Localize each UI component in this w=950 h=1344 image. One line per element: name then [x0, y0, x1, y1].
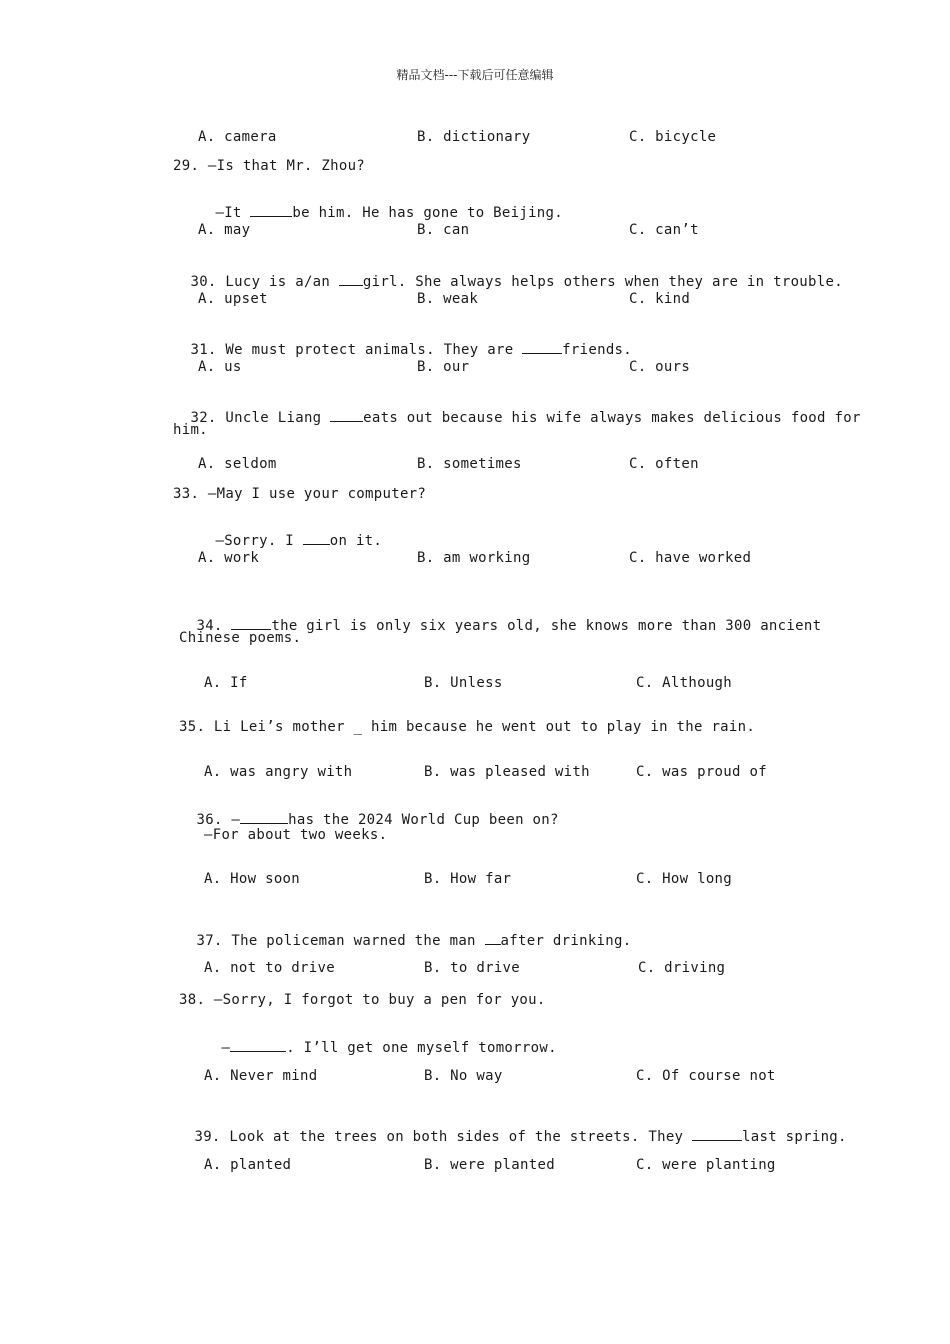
q34-option-b: B. Unless — [424, 675, 503, 691]
q39-option-a: A. planted — [204, 1157, 292, 1173]
q31-option-a: A. us — [198, 359, 242, 375]
q38-option-a: A. Never mind — [204, 1068, 318, 1084]
q37-post: after drinking. — [500, 933, 632, 949]
answer-blank — [692, 1128, 742, 1141]
q36-reply: —For about two weeks. — [204, 827, 388, 843]
answer-blank — [230, 1039, 286, 1052]
q29-stem: 29. —Is that Mr. Zhou? — [173, 158, 366, 174]
q33-reply-pre: —Sorry. I — [215, 533, 303, 549]
q36-option-a: A. How soon — [204, 871, 301, 887]
q33-option-c: C. have worked — [629, 550, 752, 566]
q37-option-a: A. not to drive — [204, 960, 335, 976]
q39-option-b: B. were planted — [424, 1157, 555, 1173]
q34-option-c: C. Although — [636, 675, 733, 691]
q38-stem: 38. —Sorry, I forgot to buy a pen for you. — [179, 992, 546, 1008]
q38-option-c: C. Of course not — [636, 1068, 776, 1084]
q32-pre: 32. Uncle Liang — [190, 410, 331, 426]
q33-reply — [198, 516, 382, 549]
q38-reply-post: . I’ll get one myself tomorrow. — [286, 1040, 557, 1056]
answer-blank — [330, 409, 363, 422]
q29-option-b: B. can — [417, 222, 470, 238]
q38-option-b: B. No way — [424, 1068, 503, 1084]
q35-option-a: A. was angry with — [204, 764, 353, 780]
q33-option-b: B. am working — [417, 550, 531, 566]
q28-option-a: A. camera — [198, 129, 277, 145]
q37-option-c: C. driving — [638, 960, 726, 976]
answer-blank — [240, 811, 288, 824]
q36-option-c: C. How long — [636, 871, 733, 887]
q34-pre: 34. — [196, 618, 232, 634]
q35-option-c: C. was proud of — [636, 764, 767, 780]
q30-option-c: C. kind — [629, 291, 691, 307]
q29-option-c: C. can’t — [629, 222, 699, 238]
q37-stem — [179, 916, 631, 949]
q32-option-c: C. often — [629, 456, 699, 472]
q31-stem — [173, 325, 632, 358]
q31-option-c: C. ours — [629, 359, 691, 375]
q29-option-a: A. may — [198, 222, 251, 238]
q37-option-b: B. to drive — [424, 960, 521, 976]
answer-blank — [231, 617, 271, 630]
answer-blank — [339, 273, 363, 286]
q38-reply — [204, 1023, 557, 1056]
q34-stem-continued: Chinese poems. — [179, 630, 302, 646]
q29-reply-post: be him. He has gone to Beijing. — [292, 205, 563, 221]
q30-post: girl. She always helps others when they are in trouble. — [362, 274, 843, 290]
q39-pre: 39. Look at the trees on both sides of the streets. They — [194, 1129, 693, 1145]
q29-reply-pre: —It — [215, 205, 251, 221]
q30-option-b: B. weak — [417, 291, 479, 307]
q32-post: eats out because his wife always makes delicious food for — [363, 410, 861, 426]
q37-pre: 37. The policeman warned the man — [196, 933, 485, 949]
q33-reply-post: on it. — [329, 533, 383, 549]
q29-reply — [198, 188, 563, 221]
q39-option-c: C. were planting — [636, 1157, 776, 1173]
q33-option-a: A. work — [198, 550, 260, 566]
page-header: 精品文档---下载后可任意编辑 — [396, 68, 554, 82]
q35-option-b: B. was pleased with — [424, 764, 590, 780]
q32-stem — [173, 393, 861, 426]
q28-option-b: B. dictionary — [417, 129, 531, 145]
q34-option-a: A. If — [204, 675, 248, 691]
q38-reply-pre: — — [221, 1040, 231, 1056]
q30-option-a: A. upset — [198, 291, 268, 307]
q32-option-b: B. sometimes — [417, 456, 522, 472]
answer-blank — [250, 204, 292, 217]
q31-option-b: B. our — [417, 359, 470, 375]
answer-blank — [303, 532, 330, 545]
q31-pre: 31. We must protect animals. They are — [190, 342, 523, 358]
q34-post: the girl is only six years old, she knows more than 300 ancient — [271, 618, 822, 634]
q39-stem — [177, 1112, 847, 1145]
q39-post: last spring. — [742, 1129, 847, 1145]
q33-stem: 33. —May I use your computer? — [173, 486, 427, 502]
q36-post: has the 2024 World Cup been on? — [288, 812, 559, 828]
q30-stem — [173, 257, 843, 290]
q36-pre: 36. — — [196, 812, 241, 828]
q31-post: friends. — [562, 342, 633, 358]
q35-stem: 35. Li Lei’s mother _ him because he went out to play in the rain. — [179, 719, 756, 735]
q32-option-a: A. seldom — [198, 456, 277, 472]
q28-option-c: C. bicycle — [629, 129, 717, 145]
q32-stem-continued: him. — [173, 422, 208, 438]
answer-blank — [485, 932, 501, 945]
answer-blank — [522, 341, 562, 354]
q36-option-b: B. How far — [424, 871, 512, 887]
q36-stem — [179, 795, 559, 828]
q30-pre: 30. Lucy is a/an — [190, 274, 339, 290]
